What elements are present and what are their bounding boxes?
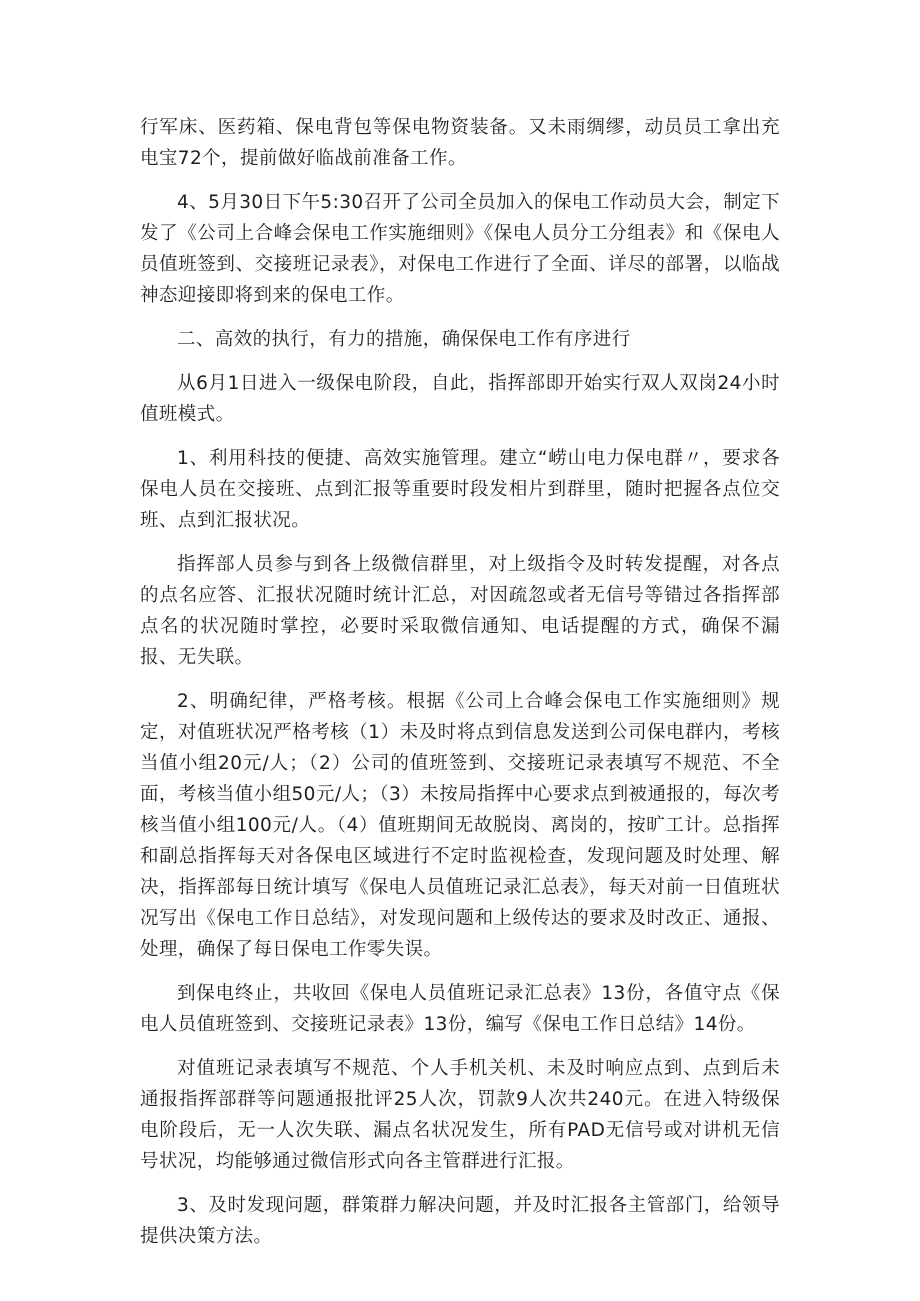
paragraph: 到保电终止，共收回《保电人员值班记录汇总表》13份，各值守点《保电人员值班签到、交接班记录表》13份，编写《保电工作日总结》14份。 bbox=[140, 983, 780, 1035]
paragraph: 1、利用科技的便捷、高效实施管理。建立“崂山电力保电群〃，要求各保电人员在交接班、点到汇报等重要时段发相片到群里，随时把握各点位交班、点到汇报状况。 bbox=[140, 448, 780, 531]
paragraph: 4、5月30日下午5:30召开了公司全员加入的保电工作动员大会，制定下发了《公司上合峰会保电工作实施细则》《保电人员分工分组表》和《保电人员值班签到、交接班记录表》，对保电工作进行了全面、详尽的部署，以临战神态迎接即将到来的保电工作。 bbox=[140, 192, 780, 306]
paragraph: 2、明确纪律，严格考核。根据《公司上合峰会保电工作实施细则》规定，对值班状况严格考核（1）未及时将点到信息发送到公司保电群内，考核当值小组20元/人；（2）公司的值班签到、交接班记录表填写不规范、不全面，考核当值小组50元/人；（3）未按局指挥中心要求点到被通报的，每次考核当值小组100元/人。（4）值班期间无故脱岗、离岗的，按旷工计。总指挥和副总指挥每天对各保电区域进行不定时监视检查，发现问题及时处理、解决，指挥部每日统计填写《保电人员值班记录汇总表》，每天对前一日值班状况写出《保电工作日总结》，对发现问题和上级传达的要求及时改正、通报、处理，确保了每日保电工作零失误。 bbox=[140, 691, 780, 960]
paragraph: 行军床、医药箱、保电背包等保电物资装备。又未雨绸缪，动员员工拿出充电宝72个，提前做好临战前准备工作。 bbox=[140, 117, 780, 169]
document-body bbox=[140, 112, 780, 1265]
paragraph: 指挥部人员参与到各上级微信群里，对上级指令及时转发提醒，对各点的点名应答、汇报状况随时统计汇总，对因疏忽或者无信号等错过各指挥部点名的状况随时掌控，必要时采取微信通知、电话提醒的方式，确保不漏报、无失联。 bbox=[140, 554, 780, 668]
paragraph: 对值班记录表填写不规范、个人手机关机、未及时响应点到、点到后未通报指挥部群等问题通报批评25人次，罚款9人次共240元。在进入特级保电阶段后，无一人次失联、漏点名状况发生，所有PAD无信号或对讲机无信号状况，均能够通过微信形式向各主管群进行汇报。 bbox=[140, 1058, 780, 1172]
paragraph: 从6月1日进入一级保电阶段，自此，指挥部即开始实行双人双岗24小时值班模式。 bbox=[140, 373, 780, 425]
paragraph: 3、及时发现问题，群策群力解决问题，并及时汇报各主管部门，给领导提供决策方法。 bbox=[140, 1195, 780, 1247]
section-heading: 二、高效的执行，有力的措施，确保保电工作有序进行 bbox=[177, 329, 631, 350]
